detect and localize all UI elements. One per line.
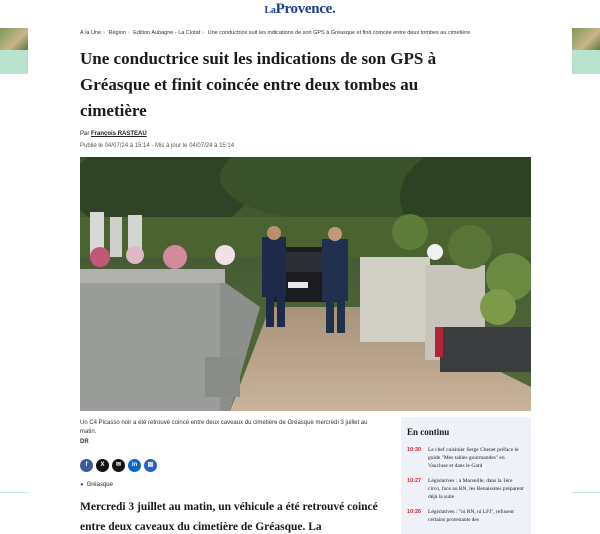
en-continu-panel	[401, 417, 531, 534]
news-item[interactable]	[407, 446, 525, 470]
news-headline[interactable]: Législatives : à Marseille, dans la 1ère circo, face au RN, les Renaissites préparent déjà la suite	[428, 478, 524, 500]
publication-dates: Publié le 04/07/24 à 15:14 - Mis à jour le 04/07/24 à 15:14	[80, 143, 235, 149]
byline	[80, 131, 147, 137]
linkedin-share-icon[interactable]: in	[128, 459, 141, 472]
share-buttons	[80, 459, 157, 472]
photo-credit: DR	[80, 439, 89, 445]
facebook-share-icon[interactable]: f	[80, 459, 93, 472]
author-link[interactable]: François RASTEAU	[91, 131, 147, 137]
photo-caption: Un C4 Picasso noir a été retrouvé coincé entre deux caveaux du cimetière de Gréasque mercredi 3 juillet au matin.	[80, 420, 368, 435]
breadcrumb-current: Une conductrice suit les indications de son GPS à Gréasque et finit coincée entre deux tombes au cimetière	[207, 30, 471, 36]
site-logo[interactable]: LaProvence.	[264, 1, 336, 17]
comment-share-icon[interactable]: ▤	[144, 459, 157, 472]
news-headline[interactable]: Le chef cuisinier Serge Chenet préface le guide "Mes tables gourmandes" en Vaucluse et dans le Gard	[428, 447, 519, 469]
side-ad-right[interactable]	[572, 28, 600, 74]
email-share-icon[interactable]: ✉	[112, 459, 125, 472]
location-tag[interactable]	[80, 482, 113, 488]
location-pin-icon: ●	[80, 482, 84, 488]
cemetery-photo-illustration	[80, 157, 531, 411]
breadcrumb-item[interactable]: Région	[108, 30, 126, 36]
breadcrumb-item[interactable]: À la Une	[80, 30, 102, 36]
location-tag-label: Gréasque	[86, 482, 113, 488]
x-share-icon[interactable]: X	[96, 459, 109, 472]
article-photo[interactable]	[80, 157, 531, 411]
news-item[interactable]	[407, 477, 525, 501]
article-title: Une conductrice suit les indications de son GPS à Gréasque et finit coincée entre deux tombes au cimetière	[80, 49, 437, 120]
news-time: 10:26	[407, 509, 422, 515]
byline-prefix: Par	[80, 131, 90, 137]
side-ad-left[interactable]	[0, 28, 28, 74]
en-continu-title: En continu	[407, 427, 450, 437]
breadcrumb-item[interactable]: Édition Aubagne - La Ciotat	[133, 30, 201, 36]
divider	[572, 492, 600, 493]
news-item[interactable]	[407, 508, 525, 524]
breadcrumb: À la Une › Région › Édition Aubagne - La Ciotat › Une conductrice suit les indications de son GPS à Gréasque et finit coincée entre deux tombes au cimetière	[80, 30, 471, 36]
news-headline[interactable]: Législatives : "ni RN, ni LFI", refusent certains protestants des	[428, 509, 514, 523]
news-time: 10:27	[407, 478, 422, 484]
divider	[0, 492, 28, 493]
site-header	[0, 0, 600, 18]
news-time: 10:30	[407, 447, 422, 453]
article-lead: Mercredi 3 juillet au matin, un véhicule a été retrouvé coincé entre deux caveaux du cimetière de Gréasque. La	[80, 501, 378, 533]
